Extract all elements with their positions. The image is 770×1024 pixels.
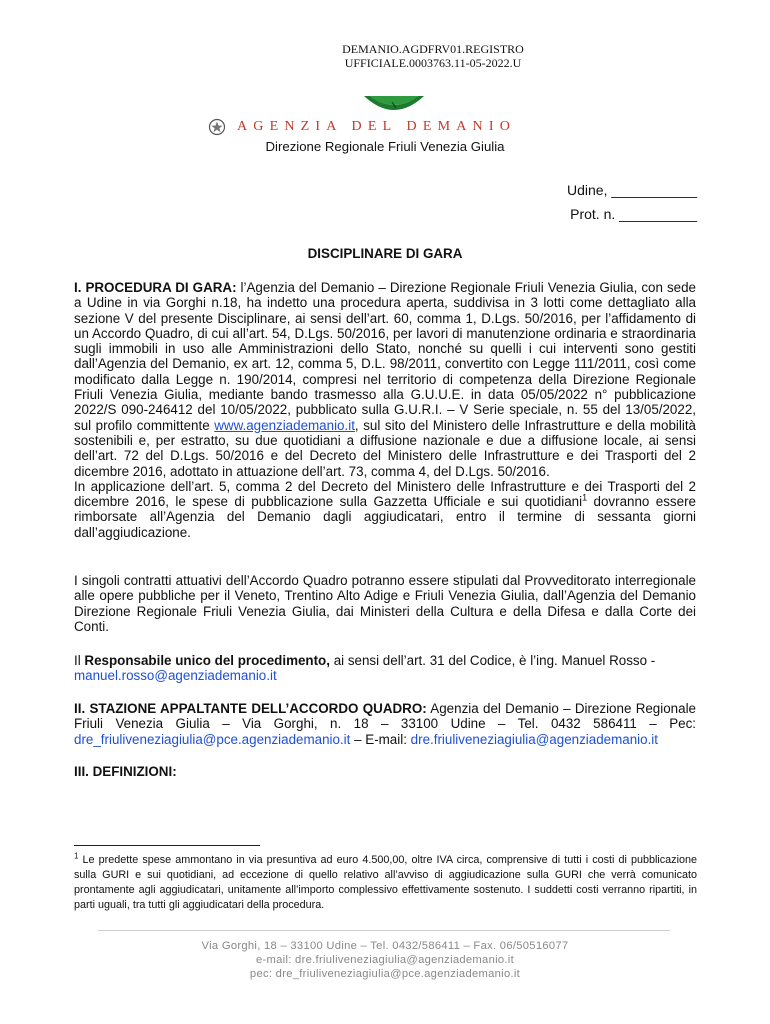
agency-header — [207, 118, 587, 136]
footnote-divider — [74, 845, 260, 846]
section-procedura — [74, 280, 696, 540]
paragraph-text: , sul sito del Ministero delle Infrastrutture e della mobilità sostenibili e, per estratto, su due quotidiani a diffusione nazionale e due a diffusione locale, ai sensi dell’art. 72 del D.Lgs. 50/2016 e del Decreto del Ministero delle Infrastrutture e dei Trasporti del 2 dicembre 2016, adottato in attuazione dell’art. 73, comma 4, del D.Lgs. 50/2016. — [74, 417, 696, 479]
paragraph-responsabile — [74, 653, 696, 684]
footnote — [74, 853, 697, 913]
pec-email-link[interactable]: dre_friuliveneziagiulia@pce.agenziademanio.it — [74, 731, 351, 747]
paragraph-text: l’Agenzia del Demanio – Direzione Regionale Friuli Venezia Giulia, con sede a Udine in via Gorghi n.18, ha indetto una procedura aperta, suddivisa in 3 lotti come dettagliato alla sezione V del presente Disciplinare, ai sensi dell’art. 60, comma 1, D.Lgs. 50/2016, per l’affidamento di un Accordo Quadro, di cui all’art. 54, D.Lgs. 50/2016, per lavori di manutenzione ordinaria e straordinaria sugli immobili in uso alle Amministrazioni dello Stato, nonché su quelli i cui interventi sono gestiti dall’Agenzia del Demanio, ex art. 12, comma 5, D.L. 98/2011, convertito con Legge 111/2011, così come modificato dalla Legge n. 190/2014, compresi nel territorio di competenza della Direzione Regionale Friuli Venezia Giulia, mediante bando trasmesso alla G.U.U.E. in data 05/05/2022 n° pubblicazione 2022/S 090-246412 del 10/05/2022, pubblicato sulla G.U.R.I. – V Serie speciale, n. 55 del 13/05/2022, sul profilo committente — [74, 280, 696, 433]
footer-divider — [98, 930, 670, 931]
agency-name: AGENZIA DEL DEMANIO — [237, 119, 517, 134]
paragraph-text: – E-mail: — [350, 731, 411, 747]
footer-pec: pec: dre_friuliveneziagiulia@pce.agenziademanio.it — [249, 968, 521, 980]
section-heading: III. DEFINIZIONI: — [74, 764, 177, 779]
section-heading: I. PROCEDURA DI GARA: — [74, 280, 237, 295]
bold-term: Responsabile unico del procedimento, — [84, 653, 330, 668]
paragraph-text: In applicazione dell’art. 5, comma 2 del Decreto del Ministero delle Infrastrutture e dei Trasporti del 2 dicembre 2016, le spese di pubblicazione sulla Gazzetta Ufficiale e sui quotidiani — [74, 478, 696, 510]
agency-website-link[interactable]: www.agenziademanio.it — [214, 417, 355, 433]
paragraph-contratti: I singoli contratti attuativi dell’Accordo Quadro potranno essere stipulati dal Provveditorato interregionale alle opere pubbliche per il Veneto, Trentino Alto Adige e Friuli Venezia Giulia, dall’Agenzia del Demanio Direzione Regionale Friuli Venezia Giulia, dai Ministeri della Cultura e della Difesa e dalla Corte dei Conti. — [74, 573, 696, 634]
footnote-reference: 1 — [582, 492, 588, 503]
page-title: DISCIPLINARE DI GARA — [307, 246, 463, 261]
paragraph-text: ai sensi dell’art. 31 del Codice, è l’ing. Manuel Rosso - — [329, 653, 656, 668]
footer-address: Via Gorghi, 18 – 33100 Udine – Tel. 0432/586411 – Fax. 06/50516077 — [201, 940, 569, 952]
section-heading: II. STAZIONE APPALTANTE DELL’ACCORDO QUADRO: — [74, 701, 427, 716]
protocol-line: DEMANIO.AGDFRV01.REGISTRO — [342, 42, 524, 56]
email-link[interactable]: dre.friuliveneziagiulia@agenziademanio.it — [410, 731, 658, 747]
paragraph-text: Il — [74, 653, 85, 668]
footer-email: e-mail: dre.friuliveneziagiulia@agenziademanio.it — [255, 954, 514, 966]
paragraph-text: Agenzia del Demanio – Direzione Regionale Friuli Venezia Giulia – Via Gorghi, n. 18 – 33100 Udine – Tel. 0432 586411 – Pec: — [74, 701, 696, 732]
place-date-line: Udine, ___________ — [566, 182, 697, 198]
protocol-line: UFFICIALE.0003763.11-05-2022.U — [344, 56, 522, 70]
protocol-stamp — [0, 42, 770, 70]
protocol-number-line: Prot. n. __________ — [570, 206, 697, 222]
agency-logo-icon — [362, 94, 426, 112]
regional-directorate: Direzione Regionale Friuli Venezia Giulia — [265, 139, 505, 154]
republic-emblem-icon — [207, 118, 227, 136]
rup-email-link[interactable]: manuel.rosso@agenziademanio.it — [74, 668, 277, 684]
footnote-text: Le predette spese ammontano in via presuntiva ad euro 4.500,00, oltre IVA circa, comprensive di tutti i costi di pubblicazione sulla GURI e sui quotidiani, ad eccezione di quello relativo all’avviso di aggiudicazione sulla GURI che verrà comunicato prontamente agli aggiudicatari, unitamente all’importo complessivo effettivamente sostenuto. I suddetti costi verranno ripartiti, in parti uguali, tra tutti gli aggiudicatari della procedura. — [74, 854, 697, 911]
page-footer — [0, 939, 770, 981]
paragraph-text: dovranno essere rimborsate all’Agenzia del Demanio dagli aggiudicatari, entro il termine di sessanta giorni dall’aggiudicazione. — [74, 494, 696, 540]
footnote-number: 1 — [74, 851, 79, 861]
section-stazione — [74, 701, 696, 747]
section-definizioni — [74, 764, 696, 779]
